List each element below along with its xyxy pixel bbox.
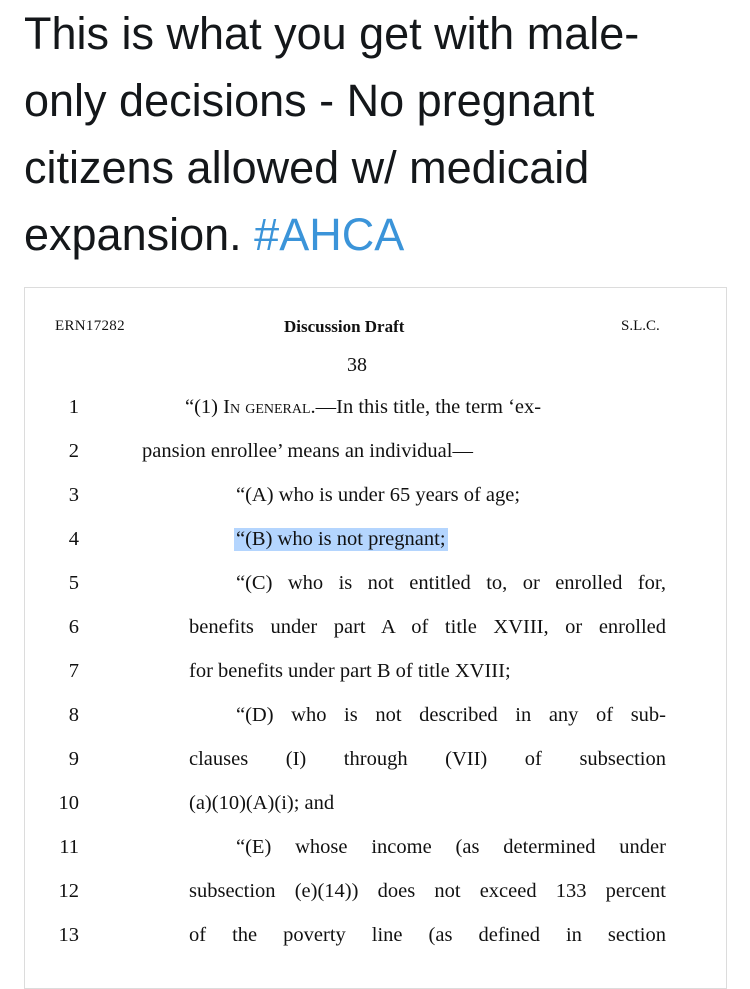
line-text-smallcaps: n general [229, 396, 311, 418]
line-text: pansion enrollee’ means an individual— [142, 440, 473, 462]
hashtag-link[interactable]: #AHCA [254, 209, 405, 260]
line-text: “(A) who is under 65 years of age; [236, 484, 521, 506]
line-number: 11 [59, 836, 79, 858]
tweet-line-2: only decisions - No pregnant [24, 75, 595, 126]
document-line [25, 396, 726, 440]
document-line [25, 572, 726, 616]
tweet-line-4 [24, 201, 724, 268]
document-id: ERN17282 [55, 318, 125, 334]
line-number: 6 [68, 616, 79, 638]
document-line [25, 528, 726, 572]
document-line [25, 440, 726, 484]
line-text [185, 396, 541, 419]
highlighted-line-text: “(B) who is not pregnant; [236, 528, 446, 550]
document-line [25, 704, 726, 748]
document-line [25, 792, 726, 836]
tweet-line-3: citizens allowed w/ medicaid [24, 142, 590, 193]
line-text-part: .—In this title, the term ‘ex- [310, 396, 542, 418]
document-line [25, 836, 726, 880]
line-text: (a)(10)(A)(i); and [189, 792, 335, 814]
page-number: 38 [347, 354, 367, 376]
line-number: 2 [68, 440, 79, 462]
tweet-line-4-text: expansion. [24, 209, 255, 260]
line-text: subsection (e)(14)) does not exceed 133 percent [189, 880, 666, 902]
line-number: 12 [58, 880, 79, 902]
line-number: 10 [58, 792, 79, 814]
line-number: 7 [68, 660, 79, 682]
document-image[interactable] [24, 287, 727, 989]
document-line [25, 880, 726, 924]
line-text: clauses (I) through (VII) of subsection [189, 748, 666, 770]
line-text: of the poverty line (as defined in section [189, 924, 666, 946]
line-text: “(E) whose income (as determined under [236, 836, 666, 858]
tweet-line-1: This is what you get with male- [24, 8, 640, 59]
tweet-text [24, 0, 724, 268]
document-line [25, 484, 726, 528]
line-text: benefits under part A of title XVIII, or enrolled [189, 616, 666, 638]
line-number: 1 [68, 396, 79, 418]
line-number: 9 [68, 748, 79, 770]
line-text: “(C) who is not entitled to, or enrolled for, [236, 572, 666, 594]
document-line [25, 748, 726, 792]
line-text-part: “(1) I [185, 396, 230, 418]
line-text: for benefits under part B of title XVIII; [189, 660, 511, 682]
document-title: Discussion Draft [284, 317, 405, 336]
document-slc: S.L.C. [621, 318, 660, 334]
document-header [25, 318, 726, 342]
line-number: 5 [68, 572, 79, 594]
line-number: 8 [68, 704, 79, 726]
document-line [25, 660, 726, 704]
line-number: 4 [68, 528, 79, 550]
document-line [25, 924, 726, 968]
line-number: 13 [58, 924, 79, 946]
line-number: 3 [68, 484, 79, 506]
document-line [25, 616, 726, 660]
line-text: “(D) who is not described in any of sub- [236, 704, 666, 726]
